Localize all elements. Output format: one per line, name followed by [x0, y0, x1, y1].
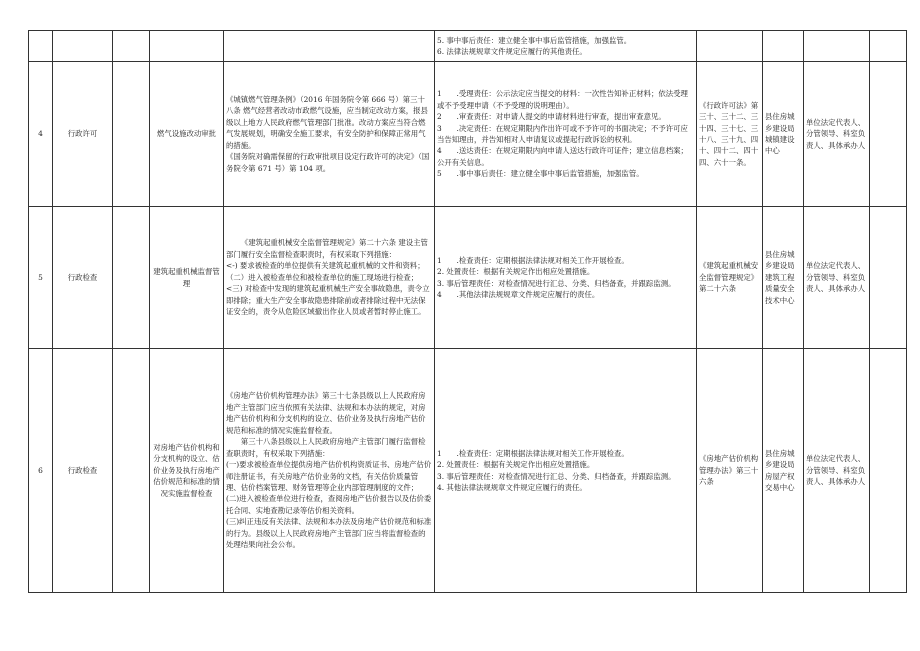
responsibility-line: 4 .其他法律法规规章文件规定应履行的责任。 — [437, 289, 600, 299]
blank-cell — [113, 207, 150, 349]
item-type-cell: 行政检查 — [53, 207, 113, 349]
legal-basis-paragraph: 《国务院对确需保留的行政审批项目设定行政许可的决定》（国务院令第 671 号）第 104 项。 — [226, 152, 430, 173]
responsibility-line: 6. 法律法规规章文件规定应履行的其他责任。 — [437, 47, 587, 56]
remarks-cell — [870, 62, 907, 207]
legal-basis-paragraph: <三) 对检查中发现的建筑起重机械生产安全事故隐患，责令立即排除；重大生产安全事故隐患排除前或者排除过程中无法保证安全的，责令从危险区域撤出作业人员或者暂时停止施工。 — [226, 284, 430, 317]
law-reference-cell: 《建筑起重机械安全监督管理规定》第二十六条 — [697, 207, 763, 349]
law-reference-cell: 《房地产估价机构管理办法》第三十六条 — [697, 349, 763, 593]
row-number-cell: 6 — [29, 349, 53, 593]
legal-basis-paragraph: 《城镇燃气管理条例》（2016 年国务院令第 666 号）第三十八条 燃气经营者改动市政燃气设施，应当制定改动方案，报县级以上地方人民政府燃气管理部门批准。改动方案应当符合燃气发展规划，明确安全施工要求，有安全防护和保障正常用气的措施。 — [226, 94, 428, 150]
table-row — [29, 62, 907, 207]
department-cell — [763, 31, 804, 62]
responsibility-line: 5 .事中事后责任：建立健全事中事后监管措施，加强监管。 — [437, 169, 644, 179]
responsibility-line: 1 .检查责任：定期根据法律法规对相关工作开展检查。 — [437, 448, 629, 458]
law-reference-cell: 《行政许可法》第三十、三十二、三十四、三十七、三十八、三十九、四十、四十二、四十四、六十一条。 — [697, 62, 763, 207]
responsibility-line: 2. 处置责任：根据有关规定作出相应处置措施。 — [437, 460, 595, 470]
responsibility-line: 1 .检查责任：定期根据法律法规对相关工作开展检查。 — [437, 255, 629, 265]
legal-basis-paragraph: 《房地产估价机构管理办法》第三十七条县级以上人民政府房地产主管部门应当依照有关法律、法规和本办法的规定，对房地产估价机构和分支机构的设立、估价业务及执行房地产估价规范和标准的情况实施监督检查。 — [226, 391, 426, 435]
remarks-cell — [870, 31, 907, 62]
legal-basis-cell — [224, 62, 435, 207]
remarks-cell — [870, 207, 907, 349]
legal-basis-paragraph: <-) 要求被检查的单位提供有关建筑起重机械的文件和资料； — [226, 261, 425, 271]
responsibility-line: 3 .决定责任：在规定期限内作出许可或不予许可的书面决定；不予许可应当告知理由，并告知相对人申请复议或提起行政诉讼的权利。 — [437, 123, 688, 144]
legal-basis-paragraph: 《建筑起重机械安全监督管理规定》第二十六条 建设主管部门履行安全监督检查职责时，有权采取下列措施： — [226, 238, 428, 259]
responsibility-line: 4. 其他法律法规规章文件规定应履行的责任。 — [437, 482, 587, 492]
legal-basis-paragraph: 第三十八条县级以上人民政府房地产主管部门履行监督检查职责时，有权采取下列措施： — [226, 437, 426, 458]
department-cell: 县住房城乡建设局建筑工程质量安全技术中心 — [763, 207, 804, 349]
item-name-cell — [150, 31, 224, 62]
item-name-cell: 对房地产估价机构和分支机构的设立、估价业务及执行房地产估价规范和标准的情况实施监督检查 — [150, 349, 224, 593]
legal-basis-paragraph: (一)要求被检查单位提供房地产估价机构资质证书、房地产估价师注册证书，有关房地产估价业务的文档，有关估价质量管理、估价档案管理、财务管理等企业内部管理制度的文件； — [226, 460, 432, 492]
row-number-cell: 5 — [29, 207, 53, 349]
responsibility-line: 1 .受理责任：公示法定应当提交的材料：一次性告知补正材料；依法受理或不予受理申请（不予受理的说明理由）。 — [437, 89, 688, 110]
table-row — [29, 207, 907, 349]
responsibility-cell — [435, 349, 697, 593]
law-reference-cell — [697, 31, 763, 62]
item-name-cell: 建筑起重机械监督管理 — [150, 207, 224, 349]
legal-basis-paragraph: (三)纠正违反有关法律、法规和本办法及房地产估价规范和标准的行为。县级以上人民政府房地产主管部门应当将监督检查的处理结果向社会公布。 — [226, 517, 432, 550]
responsibility-cell — [435, 31, 697, 62]
responsibility-line: 3. 事后管理责任：对检查情况进行汇总、分类、归档备查，并跟踪监测。 — [437, 278, 676, 288]
department-cell: 县住房城乡建设局房屋产权交易中心 — [763, 349, 804, 593]
blank-cell — [113, 349, 150, 593]
row-number-cell: 4 — [29, 62, 53, 207]
responsibility-line: 2 .审查责任：对申请人提交的申请材料进行审查，提出审查意见。 — [437, 112, 666, 122]
legal-basis-cell — [224, 31, 435, 62]
remarks-cell — [870, 349, 907, 593]
legal-basis-paragraph: （二）进入被检查单位和被检查单位的施工现场进行检查； — [226, 272, 419, 282]
responsibility-line: 2. 处置责任：根据有关规定作出相应处置措施。 — [437, 267, 595, 277]
responsible-person-cell: 单位法定代表人、分管领导、科室负责人、具体承办人 — [804, 62, 870, 207]
responsibility-cell — [435, 62, 697, 207]
legal-basis-cell — [224, 349, 435, 593]
responsibility-line: 4 .送达责任：在规定期限内向申请人送达行政许可证件；建立信息档案；公开有关信息。 — [437, 146, 688, 167]
legal-basis-cell — [224, 207, 435, 349]
table-row — [29, 349, 907, 593]
item-type-cell — [53, 31, 113, 62]
responsibility-line: 5. 事中事后责任：建立健全事中事后监管措施，加强监管。 — [437, 35, 632, 45]
responsible-person-cell: 单位法定代表人、分管领导、科室负责人、具体承办人 — [804, 349, 870, 593]
item-name-cell: 燃气设施改动审批 — [150, 62, 224, 207]
blank-cell — [113, 31, 150, 62]
responsibility-table — [28, 30, 907, 593]
table-row — [29, 31, 907, 62]
responsible-person-cell — [804, 31, 870, 62]
responsibility-cell — [435, 207, 697, 349]
blank-cell — [113, 62, 150, 207]
responsibility-line: 3. 事后管理责任：对检查情况进行汇总、分类、归档备查，并跟踪监测。 — [437, 471, 676, 481]
item-type-cell: 行政检查 — [53, 349, 113, 593]
responsible-person-cell: 单位法定代表人、分管领导、科室负责人、具体承办人 — [804, 207, 870, 349]
legal-basis-paragraph: (二)进入被检查单位进行检查，查阅房地产估价报告以及估价委托合同、实地查勘记录等估价相关资料。 — [226, 494, 432, 515]
item-type-cell: 行政许可 — [53, 62, 113, 207]
department-cell: 县住房城乡建设局城镇建设中心 — [763, 62, 804, 207]
row-number-cell — [29, 31, 53, 62]
